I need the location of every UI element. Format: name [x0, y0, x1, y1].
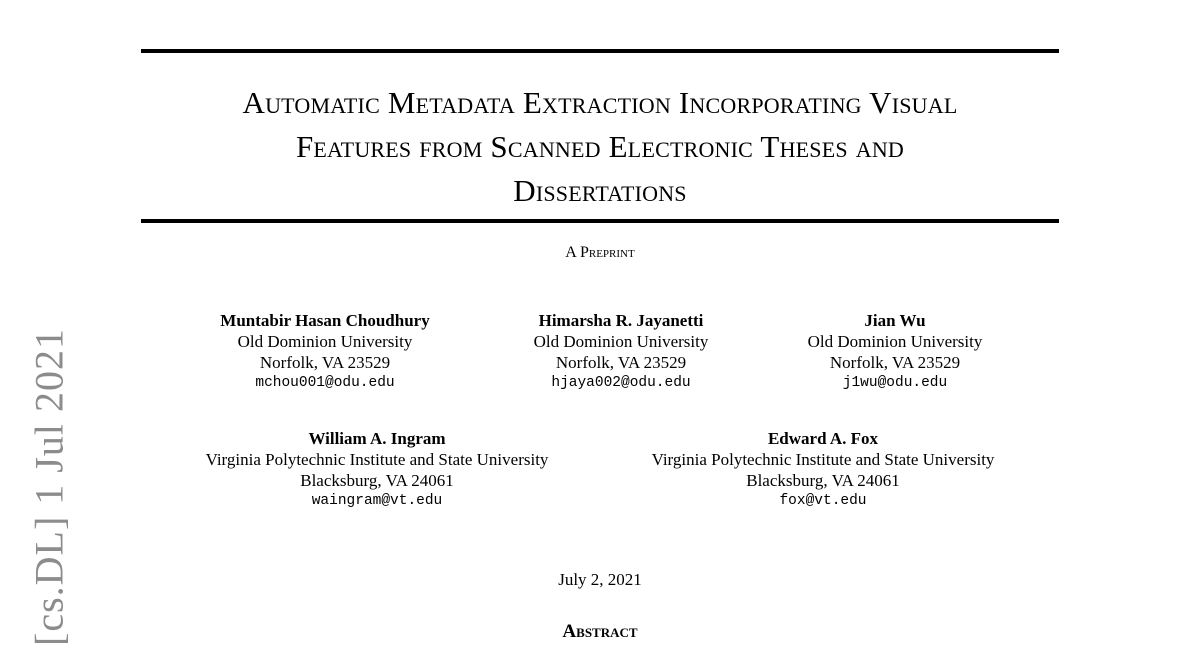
author-name: Edward A. Fox: [767, 429, 879, 448]
author-block: [770, 310, 1020, 394]
author-affiliation: Old Dominion University: [533, 332, 709, 351]
author-affiliation: Old Dominion University: [807, 332, 983, 351]
author-email: j1wu@odu.edu: [842, 375, 948, 391]
paper-title-line: Automatic Metadata Extraction Incorporating Visual: [242, 85, 958, 120]
arxiv-side-stamp: [cs.DL] 1 Jul 2021: [26, 328, 72, 646]
author-location: Norfolk, VA 23529: [555, 353, 687, 372]
author-name: William A. Ingram: [308, 429, 446, 448]
paper-date: July 2, 2021: [558, 570, 642, 589]
paper-title-line: Features from Scanned Electronic Theses and: [295, 129, 905, 164]
author-location: Norfolk, VA 23529: [259, 353, 391, 372]
author-block: [496, 310, 746, 394]
author-email: waingram@vt.edu: [311, 493, 443, 509]
title-bottom-rule: [141, 219, 1059, 223]
author-name: Muntabir Hasan Choudhury: [220, 311, 430, 330]
abstract-heading: Abstract: [562, 621, 638, 642]
author-block: [616, 428, 1030, 512]
author-email: hjaya002@odu.edu: [551, 375, 691, 391]
paper-title: [130, 81, 1070, 213]
author-block: [200, 310, 450, 394]
author-email: fox@vt.edu: [779, 493, 867, 509]
title-top-rule: [141, 49, 1059, 53]
author-location: Norfolk, VA 23529: [829, 353, 961, 372]
author-affiliation: Virginia Polytechnic Institute and State University: [205, 450, 549, 469]
author-block: [170, 428, 584, 512]
author-name: Himarsha R. Jayanetti: [538, 311, 704, 330]
preprint-label: A Preprint: [565, 244, 635, 261]
author-affiliation: Old Dominion University: [237, 332, 413, 351]
paper-title-line: Dissertations: [513, 173, 687, 208]
author-email: mchou001@odu.edu: [255, 375, 395, 391]
author-location: Blacksburg, VA 24061: [300, 471, 454, 490]
author-name: Jian Wu: [864, 311, 926, 330]
author-location: Blacksburg, VA 24061: [746, 471, 900, 490]
author-affiliation: Virginia Polytechnic Institute and State University: [651, 450, 995, 469]
